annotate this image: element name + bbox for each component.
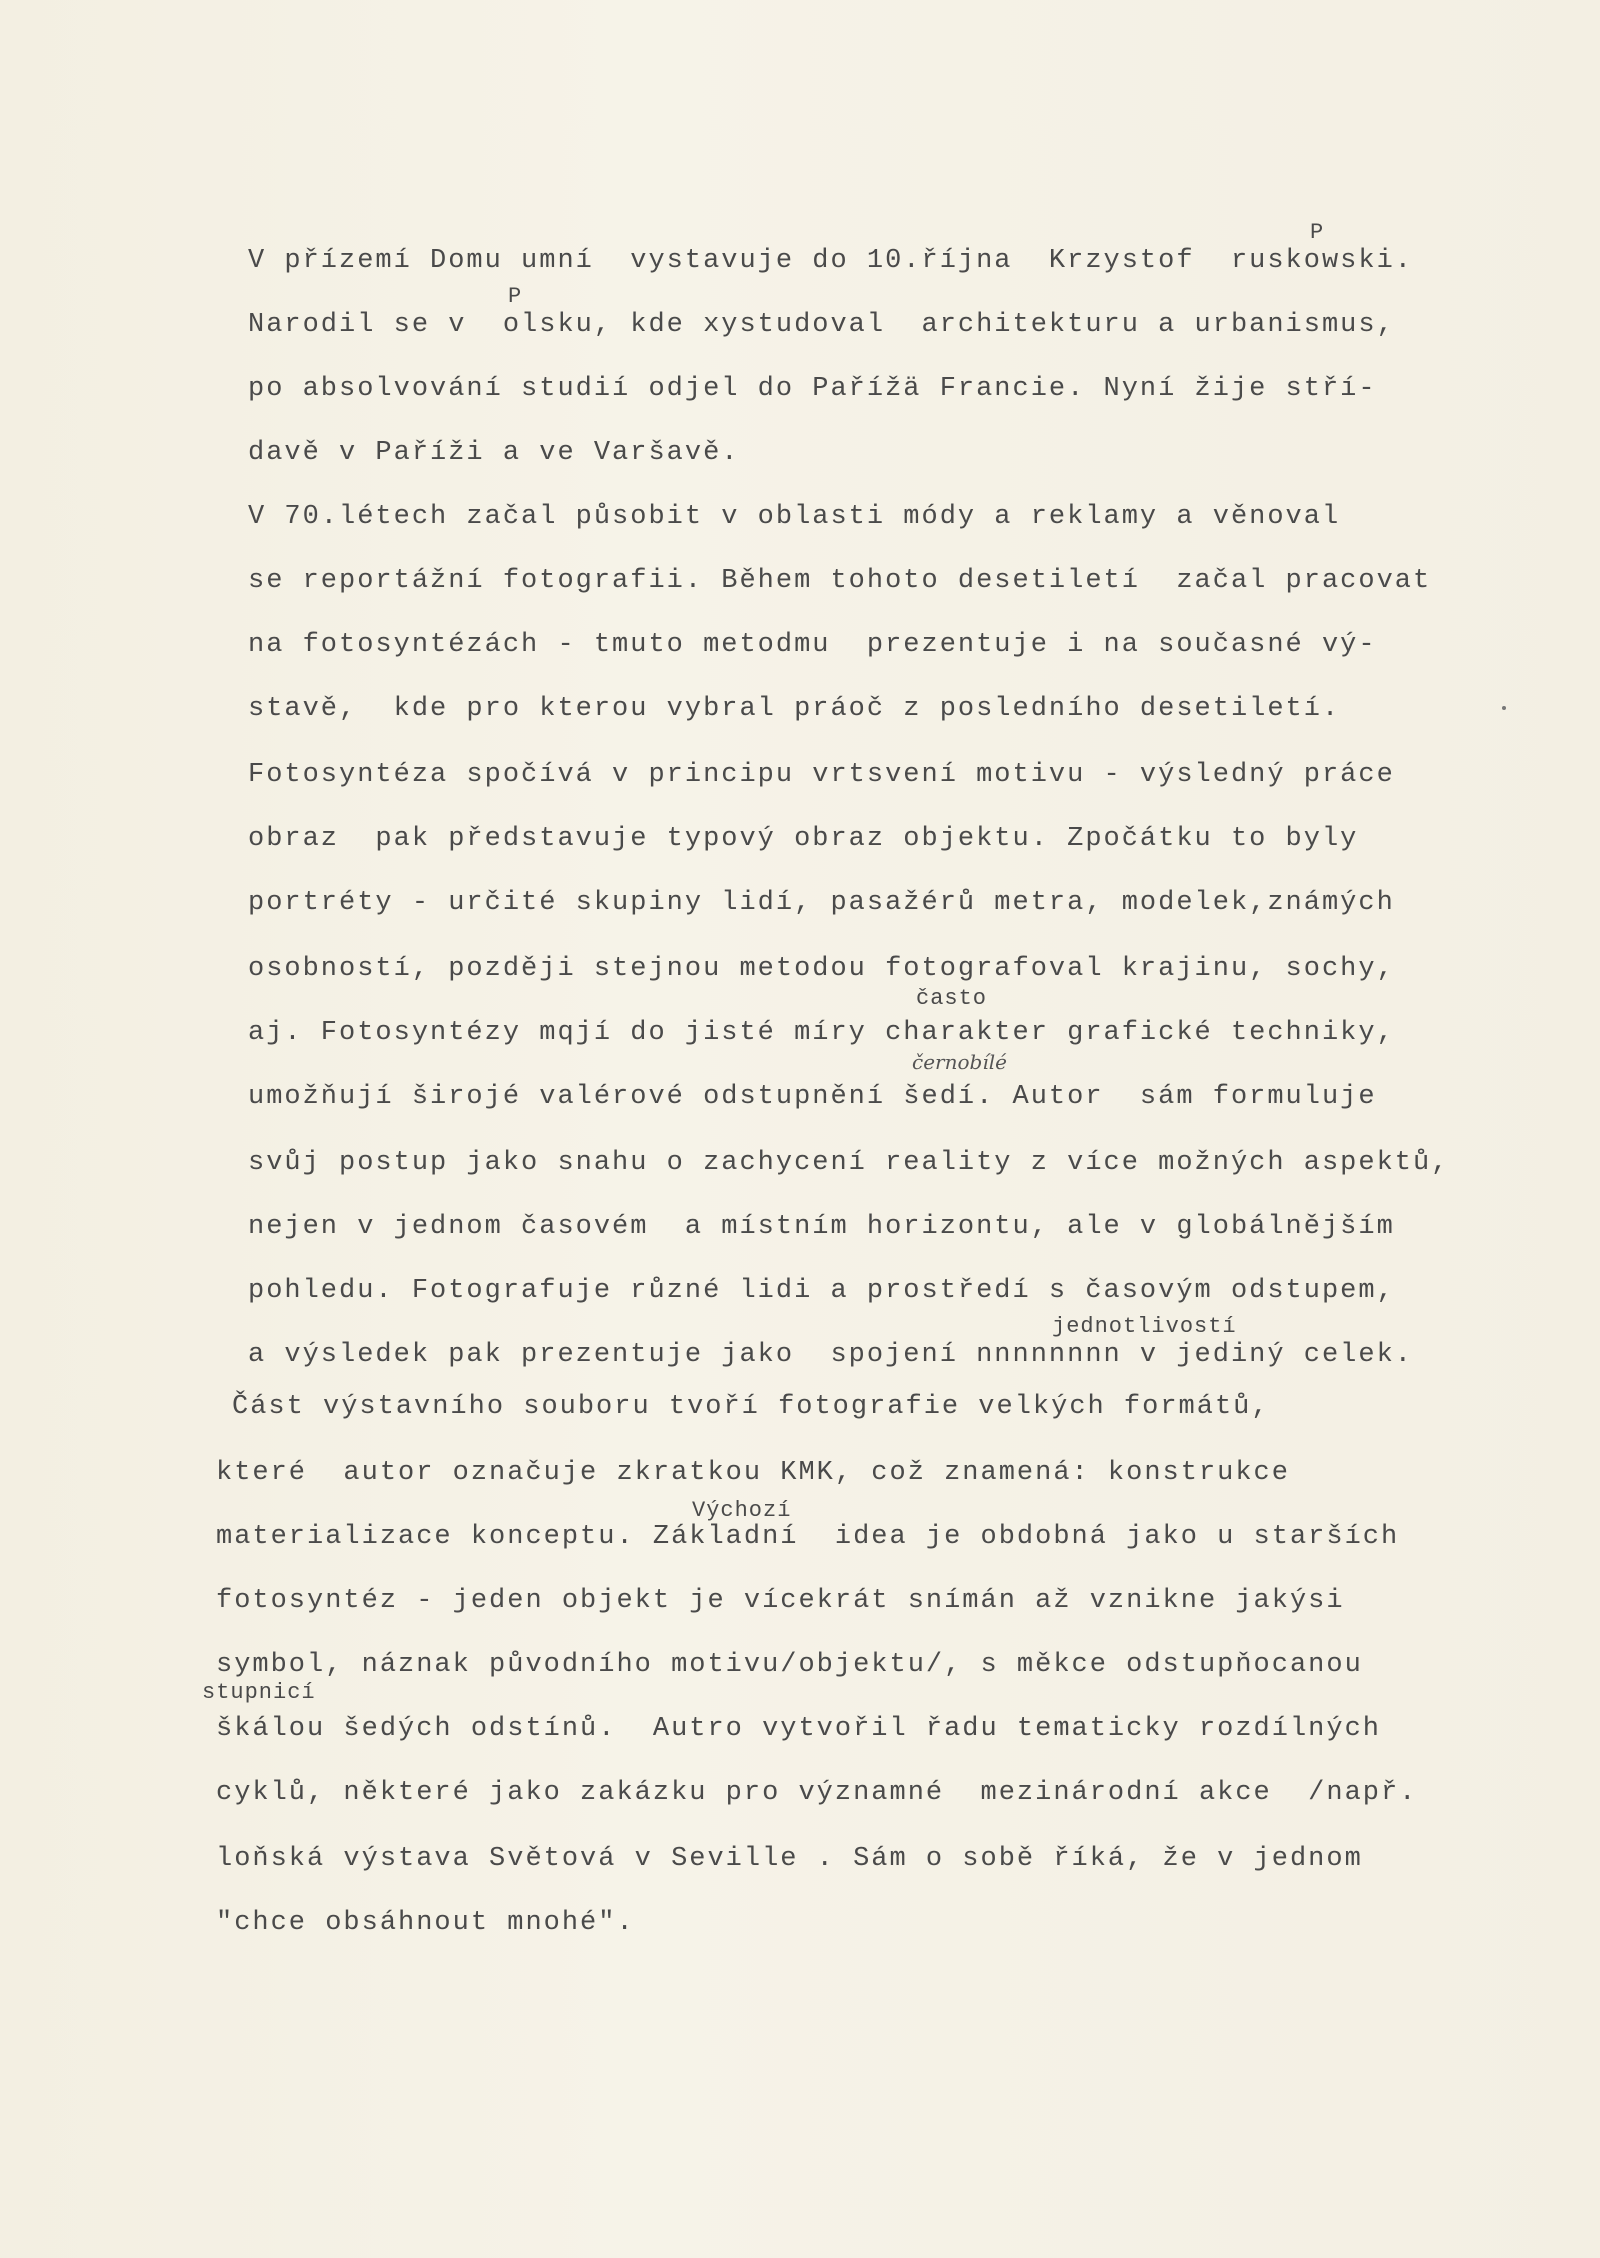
text-line-9: Fotosyntéza spočívá v principu vrtsvení motivu - výsledný práce xyxy=(248,760,1395,790)
text-line-19: Část výstavního souboru tvoří fotografie velkých formátů, xyxy=(232,1392,1270,1422)
text-line-25: cyklů, některé jako zakázku pro významné mezinárodní akce /např. xyxy=(216,1778,1418,1808)
text-line-11: portréty - určité skupiny lidí, pasažérů metra, modelek,známých xyxy=(248,888,1395,918)
overtype-p-polsku: P xyxy=(508,284,523,309)
overtype-p-prusk: P xyxy=(1310,220,1325,245)
stray-mark xyxy=(1502,706,1506,710)
text-line-16: nejen v jednom časovém a místním horizontu, ale v globálnějším xyxy=(248,1212,1395,1242)
text-line-18: a výsledek pak prezentuje jako spojení nnnnnnnn v jediný celek. xyxy=(248,1340,1413,1370)
text-line-17: pohledu. Fotografuje různé lidi a prostředí s časovým odstupem, xyxy=(248,1276,1395,1306)
text-line-26: loňská výstava Světová v Seville . Sám o sobě říká, že v jednom xyxy=(216,1844,1363,1874)
text-line-12: osobností, později stejnou metodou fotografoval krajinu, sochy, xyxy=(248,954,1395,984)
text-line-14: umožňují širojé valérové odstupnění šedí. Autor sám formuluje xyxy=(248,1082,1377,1112)
text-line-8: stavě, kde pro kterou vybral práoč z posledního desetiletí. xyxy=(248,694,1341,724)
text-line-22: fotosyntéz - jeden objekt je vícekrát snímán až vznikne jakýsi xyxy=(216,1586,1345,1616)
text-line-21: materializace konceptu. Základní idea je obdobná jako u starších xyxy=(216,1522,1400,1552)
text-line-13: aj. Fotosyntézy mqjí do jisté míry charakter grafické techniky, xyxy=(248,1018,1395,1048)
handwritten-cernobile: černobílé xyxy=(912,1050,1007,1074)
text-line-3: po absolvování studií odjel do Pařížä Francie. Nyní žije stří- xyxy=(248,374,1377,404)
overtype-stupnici: stupnicí xyxy=(202,1680,316,1705)
text-line-10: obraz pak představuje typový obraz objektu. Zpočátku to byly xyxy=(248,824,1359,854)
overtype-jednotlivosti: jednotlivostí xyxy=(1052,1314,1237,1339)
text-line-27: "chce obsáhnout mnohé". xyxy=(216,1908,635,1938)
text-line-4: davě v Paříži a ve Varšavě. xyxy=(248,438,740,468)
text-line-15: svůj postup jako snahu o zachycení reality z více možných aspektů, xyxy=(248,1148,1450,1178)
text-line-1: V přízemí Domu umní vystavuje do 10.října Krzystof ruskowski. xyxy=(248,246,1413,276)
overtype-vychozi: Výchozí xyxy=(692,1498,792,1523)
overtype-casto: často xyxy=(916,986,988,1011)
text-line-7: na fotosyntézách - tmuto metodmu prezentuje i na současné vý- xyxy=(248,630,1377,660)
text-line-20: které autor označuje zkratkou KMK, což znamená: konstrukce xyxy=(216,1458,1290,1488)
text-line-5: V 70.létech začal působit v oblasti módy a reklamy a věnoval xyxy=(248,502,1341,532)
text-line-24: škálou šedých odstínů. Autro vytvořil řadu tematicky rozdílných xyxy=(216,1714,1381,1744)
text-line-2: Narodil se v olsku, kde xystudoval architekturu a urbanismus, xyxy=(248,310,1395,340)
text-line-23: symbol, náznak původního motivu/objektu/, s měkce odstupňocanou xyxy=(216,1650,1363,1680)
text-line-6: se reportážní fotografii. Během tohoto desetiletí začal pracovat xyxy=(248,566,1432,596)
